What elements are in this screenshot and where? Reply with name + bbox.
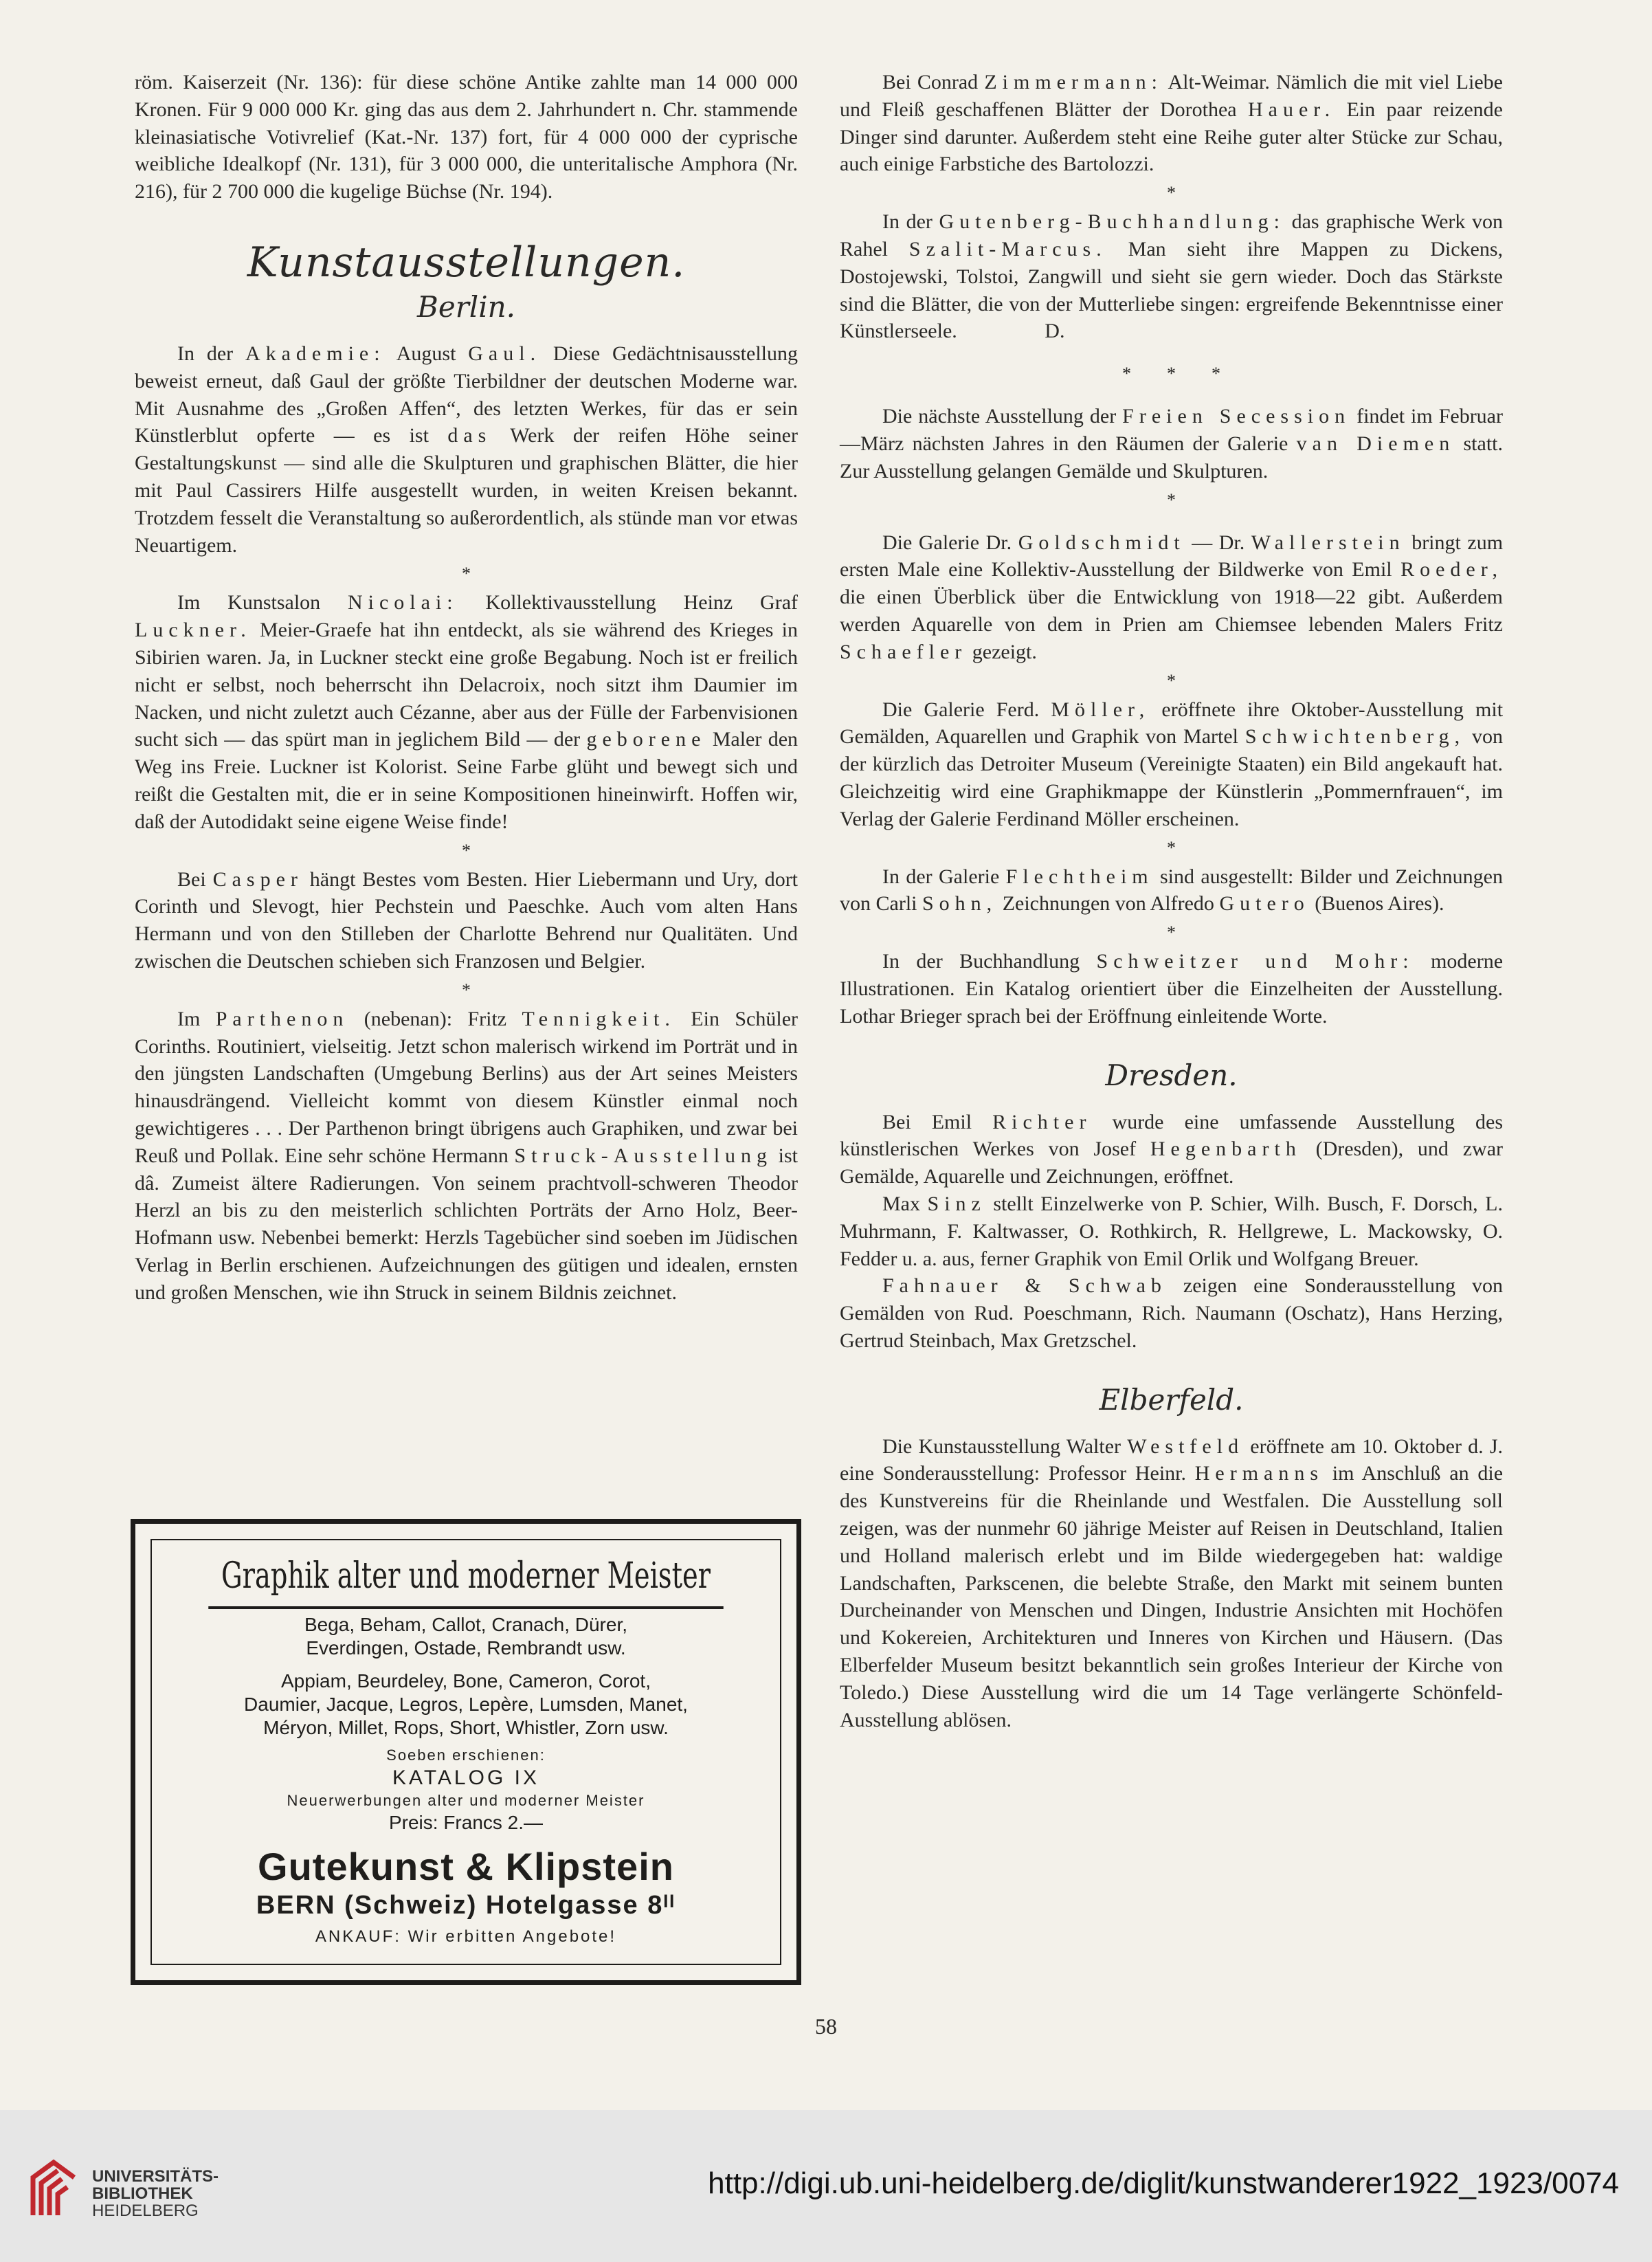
paragraph-richter: Bei Emil Richter wurde eine umfassende Ausstellung des künstlerischen Werkes von Josef Hegenbarth (Dresden), und zwar Gemälde, Aquarelle und Zeichnungen, eröffnet. [840, 1110, 1504, 1188]
separator-star: * [462, 564, 471, 584]
paragraph-casper: Bei Casper hängt Bestes vom Besten. Hier Liebermann und Ury, dort Corinth und Slevogt, hier Pechstein und Paeschke. Auch vom alten Hans Hermann und von den Stilleben der Charlotte Behrend nur Qualitäten. Und zwischen die Deutschen schieben sich Franzosen und Belgier. [135, 867, 799, 973]
paragraph-fahnauer-schwab: Fahnauer & Schwab zeigen eine Sonderausstellung von Gemälden von Rud. Poeschmann, Rich. Naumann (Oschatz), Hans Herzing, Gertrud Steinbach, Max Gretzschel. [840, 1274, 1504, 1352]
ad-artists-line: Méryon, Millet, Rops, Short, Whistler, Zorn usw. [263, 1717, 669, 1738]
ad-artists-line: Bega, Beham, Callot, Cranach, Dürer, [304, 1614, 627, 1635]
separator-star: * [462, 840, 471, 861]
ad-artists-line: Everdingen, Ostade, Rembrandt usw. [306, 1637, 626, 1659]
intro-paragraph: röm. Kaiserzeit (Nr. 136): für diese schöne Antike zahlte man 14 000 000 Kronen. Für 9 000 000 Kr. ging das aus dem 2. Jahrhundert n. Chr. stammende kleinasiatische Votivrelief (Kat.-Nr. 137) fort, für 4 000 000 der cyprische weibliche Idealkopf (Nr. 131), für 3 000 000, die unteritalische Amphora (Nr. 216), für 2 700 000 die kugelige Büchse (Nr. 194). [135, 71, 798, 203]
city-heading-berlin: Berlin. [416, 289, 516, 324]
city-heading-elberfeld: Elberfeld. [1099, 1382, 1244, 1417]
page-number: 58 [815, 2014, 837, 2039]
paragraph-gutenberg: In der Gutenberg-Buchhandlung: das graphische Werk von Rahel Szalit-Marcus. Man sieht ihre Mappen zu Dickens, Dostojewski, Tolstoi, Zangwill und sieht sie gern wieder. Doch das Stärkste sind die Blätter, die von der Mutterliebe singen: ergreifende Bekenntnisse einer Künstlerseele. D. [840, 210, 1504, 343]
paragraph-westfeld: Die Kunstausstellung Walter Westfeld eröffnete am 10. Oktober d. J. eine Sonderausstellung: Professor Heinr. Hermanns im Anschluß an die des Kunstvereins für die Rheinlande und Westfalen. Die Ausstellung soll zeigen, was der nunmehr 60 jährige Meister auf Reisen in Deutschland, Italien und Holland malerisch erlebt und im Bilde wiedergegeben hat: waldige Landschaften, Parkscenen, die belebte Straße, den Markt mit seinem bunten Durcheinander von Menschen und Dingen, Industrie Ansichten mit Hochöfen und Kokereien, Architekturen und Inneres von Kirchen und Häusern. (Das Elberfelder Museum besitzt bekanntlich sein großes Interieur der Kirche von Toledo.) Diese Ausstellung wird die um 14 Tage verlängerte Schönfeld-Ausstellung ablösen. [840, 1434, 1504, 1731]
separator-star: * [1167, 922, 1176, 943]
ad-soeben: Soeben erschienen: [386, 1747, 546, 1764]
ad-katalog: KATALOG IX [392, 1766, 539, 1789]
paragraph-schweitzer-mohr: In der Buchhandlung Schweitzer und Mohr: moderne Illustrationen. Ein Katalog orientiert über die Einzelheiten der Ausstellung. Lothar Brieger sprach bei der Eröffnung einleitende Worte. [840, 950, 1504, 1028]
footer-bar [0, 2110, 1652, 2262]
ad-artists-line: Daumier, Jacque, Legros, Lepère, Lumsden, Manet, [244, 1694, 688, 1715]
ad-address: BERN (Schweiz) Hotelgasse 8ᴵᴵ [256, 1891, 676, 1920]
paragraph-moeller: Die Galerie Ferd. Möller, eröffnete ihre Oktober-Ausstellung mit Gemälden, Aquarellen und Graphik von Martel Schwichtenberg, von der kürzlich das Detroiter Museum (Vereinigte Staaten) ein Bild angekauft hat. Gleichzeitig wird eine Graphikmappe der Künstlerin „Pommernfrauen“, im Verlag der Galerie Ferdinand Möller erscheinen. [840, 698, 1504, 830]
advertisement-inner-frame [150, 1539, 781, 1965]
library-name: UNIVERSITÄTS- BIBLIOTHEK HEIDELBERG [92, 2167, 219, 2220]
advertisement-box [131, 1519, 801, 1985]
city-heading-dresden: Dresden. [1105, 1058, 1238, 1092]
separator-star: * [1167, 670, 1176, 691]
paragraph-akademie: In der Akademie: August Gaul. Diese Gedächtnisausstellung beweist erneut, daß Gaul der größte Tierbildner der deutschen Moderne war. Mit Ausnahme des „Großen Affen“, des letzten Werkes, für das er sein Künstlerblut opferte — es ist das Werk der reifen Höhe seiner Gestaltungskunst — sind alle die Skulpturen und graphischen Blätter, die hier mit Paul Cassirers Hilfe ausgestellt wurden, in weiten Kreisen bekannt. Trotzdem fesselt die Veranstaltung so außerordentlich, als stünde man vor etwas Neuartigem. [135, 342, 798, 557]
separator-star: * [462, 979, 471, 1000]
paragraph-goldschmidt: Die Galerie Dr. Goldschmidt — Dr. Wallerstein bringt zum ersten Male eine Kollektiv-Ausstellung der Bildwerke von Emil Roeder, die einen Überblick über die Entwicklung von 1918—22 gibt. Außerdem werden Aquarelle von dem in Prien am Chiemsee lebenden Malers Fritz Schaefler gezeigt. [840, 531, 1504, 663]
left-column [135, 69, 798, 1306]
paragraph-sinz: Max Sinz stellt Einzelwerke von P. Schier, Wilh. Busch, F. Dorsch, L. Muhrmann, F. Kaltwasser, O. Rothkirch, R. Hellgrewe, L. Mackowsky, O. Fedder u. a. aus, ferner Graphik von Emil Orlik und Wolfgang Breuer. [840, 1192, 1504, 1270]
right-column [840, 69, 1503, 1733]
paragraph-freie-secession: Die nächste Ausstellung der Freien Secession findet im Februar—März nächsten Jahres in den Räumen der Galerie van Diemen statt. Zur Ausstellung gelangen Gemälde und Skulpturen. [840, 405, 1503, 483]
paragraph-zimmermann: Bei Conrad Zimmermann: Alt-Weimar. Nämlich die mit viel Liebe und Fleiß geschaffenen Blätter der Dorothea Hauer. Ein paar reizende Dinger sind darunter. Außerdem steht eine Reihe guter alter Stücke zur Schau, auch einige Farbstiche des Bartolozzi. [840, 71, 1503, 176]
separator-stars: * * * [1122, 364, 1220, 384]
separator-star: * [1167, 489, 1176, 510]
section-heading: Kunstausstellungen. [247, 238, 686, 287]
separator-star: * [1167, 837, 1176, 858]
paragraph-parthenon: Im Parthenon (nebenan): Fritz Tennigkeit. Ein Schüler Corinths. Routiniert, vielseitig. Jetzt schon malerisch wirkend im Porträt und in den jüngsten Landschaften (Umgebung Berlins) aus der Art seines Meisters hinausdrängend. Vielleicht kommt von diesem Künstler einmal noch gewichtigeres . . . Der Parthenon bringt übrigens auch Graphiken, und zwar bei Reuß und Pollak. Eine sehr schöne Hermann Struck-Ausstellung ist dâ. Zumeist ältere Radierungen. Von seinem prachtvoll-schweren Theodor Herzl an bis zu den meisterlich schlichten Porträts der Arno Holz, Beer-Hofmann usw. Nebenbei bemerkt: Herzls Tagebücher sind soeben im Jüdischen Verlag in Berlin erschienen. Aufzeichnungen des gütigen und idealen, ernsten und großen Menschen, wie ihn Struck in seinem Bildnis zeichnet. [135, 1007, 799, 1304]
paragraph-nicolai: Im Kunstsalon Nicolai: Kollektivausstellung Heinz Graf Luckner. Meier-Graefe hat ihn entdeckt, als sie während des Krieges in Sibirien waren. Ja, in Luckner steckt eine große Begabung. Noch ist er freilich nicht er selbst, noch beherrscht ihn Delacroix, noch sitzt ihm Daumier im Nacken, und nicht zuletzt auch Cézanne, aber aus der Fülle der Farbenvisionen sucht sich — das spürt man in jeglichem Bild — der geborene Maler den Weg ins Freie. Luckner ist Kolorist. Seine Farbe glüht und bewegt sich und reißt die Gestalten mit, die er in seine Kompositionen hineinwirft. Hoffen wir, daß der Autodidakt seine eigene Weise finde! [135, 591, 799, 833]
ad-neuerwerbungen: Neuerwerbungen alter und moderner Meister [287, 1792, 645, 1809]
signature: D. [1045, 320, 1065, 343]
separator-star: * [1167, 183, 1176, 203]
ad-price: Preis: Francs 2.— [388, 1812, 544, 1833]
ad-ankauf: ANKAUF: Wir erbitten Angebote! [315, 1927, 617, 1946]
ad-artists-line: Appiam, Beurdeley, Bone, Cameron, Corot, [281, 1670, 651, 1692]
ad-title: Graphik alter und moderner Meister [208, 1551, 723, 1609]
library-logo-icon [26, 2157, 81, 2219]
paragraph-flechtheim: In der Galerie Flechtheim sind ausgestellt: Bilder und Zeichnungen von Carli Sohn, Zeichnungen von Alfredo Gutero (Buenos Aires). [840, 865, 1504, 916]
ad-firm-name: Gutekunst & Klipstein [258, 1845, 674, 1888]
source-url-link[interactable]: http://digi.ub.uni-heidelberg.de/diglit/kunstwanderer1922_1923/0074 [708, 2166, 1619, 2200]
